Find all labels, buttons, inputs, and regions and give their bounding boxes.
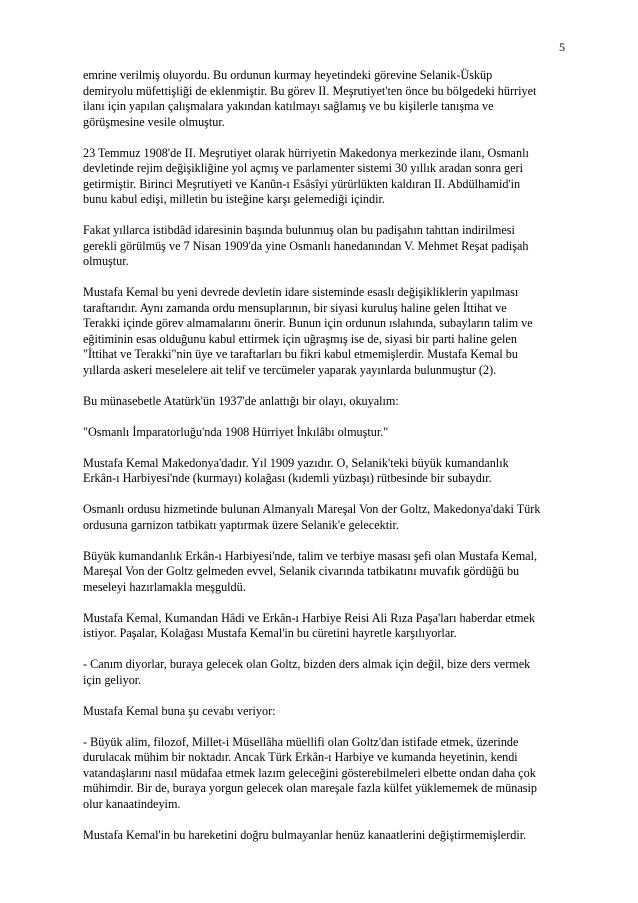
paragraph: Osmanlı ordusu hizmetinde bulunan Almanyalı Mareşal Von der Goltz, Makedonya'daki Türk ordusuna garnizon tatbikatı yaptırmak üzere Selanik'e gelecektir. bbox=[83, 502, 541, 532]
dialogue-paragraph: - Büyük alim, filozof, Millet-i Müsellâha müellifi olan Goltz'dan istifade etmek, üzerinde durulacak mühim bir noktadır. Ancak Türk Erkân-ı Harbiye ve kumanda heyetinin, kendi vatandaşlarını nasıl müdafaa etmek lazım geleceğini gösterebilmeleri elbette ondan daha çok mühimdir. Bir de, buraya yorgun gelecek olan mareşale fazla külfet yüklememek de münasip olur kanaatindeyim. bbox=[83, 734, 537, 811]
page-number: 5 bbox=[559, 40, 565, 54]
quote-paragraph: "Osmanlı İmparatorluğu'nda 1908 Hürriyet İnkılâbı olmuştur." bbox=[83, 424, 389, 439]
paragraph: Mustafa Kemal Makedonya'dadır. Yıl 1909 yazıdır. O, Selanik'teki büyük kumandanlık Erkân-ı Harbiyesi'nde (kurmayı) kolağası (kıdemli yüzbaşı) rütbesinde bir subaydır. bbox=[83, 455, 509, 485]
paragraph: Mustafa Kemal bu yeni devrede devletin idare sisteminde esaslı değişikliklerin yapılması taraftarıdır. Aynı zamanda ordu mensuplarının, bir siyasi kuruluş haline gelen İttihat ve Terakki içinde görev almamalarını önerir. Bunun için ordunun ıslahında, subayların talim ve eğitiminin esas olduğunu kabul ettirmek için uğraşmış ise de, siyasi bir parti haline gelen "İttihat ve Terakki"nin üye ve taraftarları bu fikri kabul etmemişlerdir. Mustafa Kemal bu yıllarda askeri meselelere ait telif ve tercümeler yaparak yayınlarda bulunmuştur (2). bbox=[83, 285, 533, 377]
paragraph: Mustafa Kemal'in bu hareketini doğru bulmayanlar henüz kanaatlerini değiştirmemişlerdir. bbox=[83, 827, 527, 842]
document-body bbox=[83, 68, 573, 859]
dialogue-paragraph: - Canım diyorlar, buraya gelecek olan Goltz, bizden ders almak için değil, bize ders vermek için geliyor. bbox=[83, 657, 531, 687]
paragraph: Büyük kumandanlık Erkân-ı Harbiyesi'nde, talim ve terbiye masası şefi olan Mustafa Kemal, Mareşal Von der Goltz gelmeden evvel, Selanik civarında tatbikatını muvafık gördüğü bu meseleyi hazırlamakla meşguldü. bbox=[83, 548, 538, 594]
paragraph: emrine verilmiş oluyordu. Bu ordunun kurmay heyetindeki görevine Selanik-Üsküp demiryolu müfettişliği de eklenmiştir. Bu görev II. Meşrutiyet'ten önce bu bölgedeki hürriyet ilanı için yapılan çalışmalara yakından katılmayı sağlamış ve bu kişilerle tanışma ve görüşmesine vesile olmuştur. bbox=[83, 68, 537, 129]
paragraph: 23 Temmuz 1908'de II. Meşrutiyet olarak hürriyetin Makedonya merkezinde ilanı, Osmanlı devletinde rejim değişikliğine yol açmış ve parlamenter sistemi 30 yıllık aradan sonra geri getirmiştir. Birinci Meşrutiyeti ve Kanûn-ı Esâsîyi yürürlükten kaldıran II. Abdülhamid'in bunu kabul edişi, milletin bu isteğine karşı gelemediği içindir. bbox=[83, 145, 529, 206]
paragraph: Bu münasebetle Atatürk'ün 1937'de anlattığı bir olayı, okuyalım: bbox=[83, 393, 399, 408]
paragraph: Mustafa Kemal, Kumandan Hâdi ve Erkân-ı Harbiye Reisi Ali Rıza Paşa'ları haberdar etmek istiyor. Paşalar, Kolağası Mustafa Kemal'in bu cüretini hayretle karşılıyorlar. bbox=[83, 610, 535, 640]
paragraph: Fakat yıllarca istibdâd idaresinin başında bulunmuş olan bu padişahın tahttan indirilmesi gerekli görülmüş ve 7 Nisan 1909'da yine Osmanlı hanedanından V. Mehmet Reşat padişah olmuştur. bbox=[83, 223, 529, 268]
paragraph: Mustafa Kemal buna şu cevabı veriyor: bbox=[83, 703, 276, 718]
